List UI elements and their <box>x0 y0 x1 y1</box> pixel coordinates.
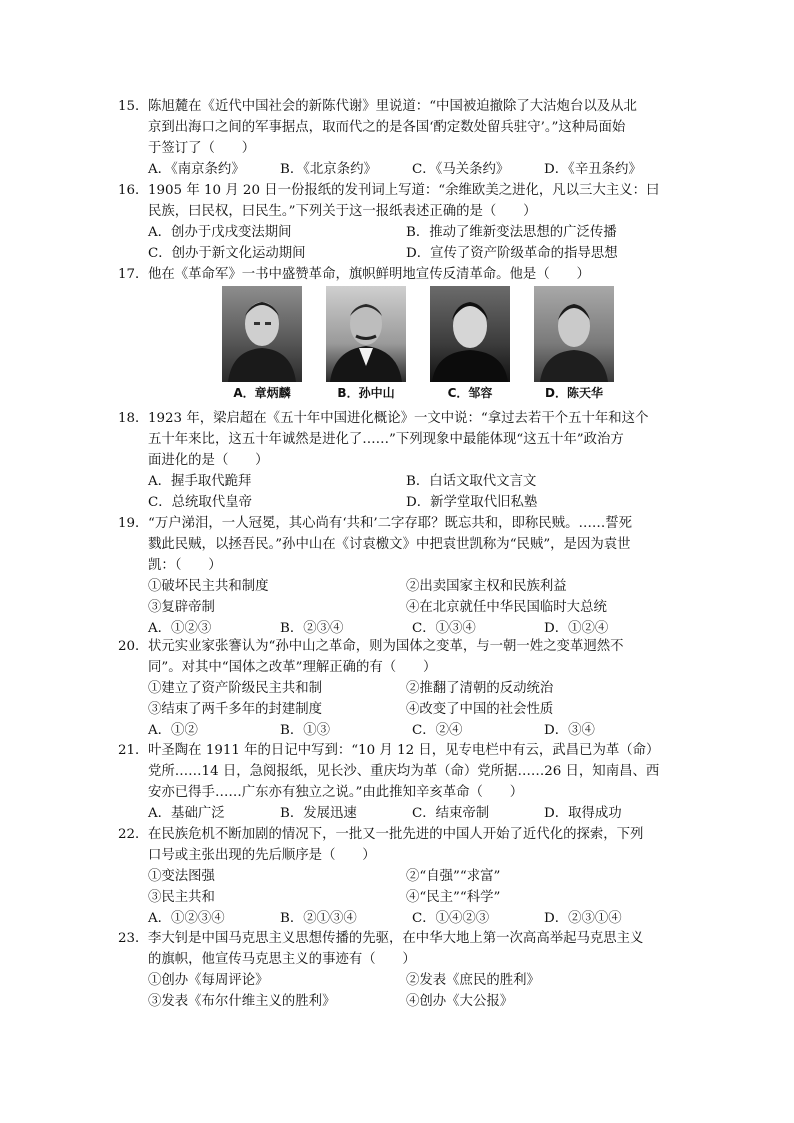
statement-item: ①破坏民主共和制度 <box>148 579 269 594</box>
question-stem-line: 同”。对其中“国体之改革”理解正确的有（ ） <box>148 660 437 675</box>
statement-item: ④创办《大公报》 <box>406 994 514 1009</box>
answer-options <box>118 222 678 243</box>
portrait-caption: C．邹容 <box>447 386 493 400</box>
question-number: 18． <box>118 411 149 426</box>
statement-item: ④“民主”“科学” <box>406 890 501 905</box>
question-17 <box>118 264 678 285</box>
question-22 <box>118 824 678 929</box>
answer-options <box>118 243 678 264</box>
option-a[interactable]: A．①② <box>148 723 198 738</box>
question-number: 19． <box>118 516 149 531</box>
option-c[interactable]: C．《马关条约》 <box>412 162 510 177</box>
question-stem-line: 安亦已得手……广东亦有独立之说。”由此推知辛亥革命（ ） <box>148 785 524 800</box>
question-number: 23． <box>118 931 149 946</box>
option-c[interactable]: C．总统取代皇帝 <box>148 495 252 510</box>
answer-options <box>118 471 678 492</box>
portrait-photo <box>326 286 406 382</box>
question-stem-line: 他在《革命军》一书中盛赞革命，旗帜鲜明地宣传反清革命。他是（ ） <box>148 267 590 282</box>
answer-options <box>118 159 678 180</box>
statement-items <box>118 678 678 699</box>
option-c[interactable]: C．①④②③ <box>412 911 490 926</box>
option-d[interactable]: D．取得成功 <box>544 806 622 821</box>
portrait-option-b[interactable] <box>326 286 406 401</box>
statement-item: ③发表《布尔什维主义的胜利》 <box>148 994 336 1009</box>
statement-item: ①变法图强 <box>148 869 215 884</box>
question-stem-line: 于签订了（ ） <box>148 141 256 156</box>
question-number: 20． <box>118 639 149 654</box>
statement-item: ①创办《每周评论》 <box>148 973 269 988</box>
question-stem-line: 五十年来比，这五十年诚然是进化了……”下列现象中最能体现“这五十年”政治方 <box>148 432 624 447</box>
question-number: 21． <box>118 743 149 758</box>
question-stem-line: 面进化的是（ ） <box>148 453 269 468</box>
question-stem-line: 戮此民贼，以拯吾民。”孙中山在《讨袁檄文》中把袁世凯称为“民贼”，是因为袁世 <box>148 537 631 552</box>
statement-items <box>118 887 678 908</box>
option-c[interactable]: C．结束帝制 <box>412 806 490 821</box>
option-a[interactable]: A．①②③④ <box>148 911 225 926</box>
option-b[interactable]: B．发展迅速 <box>280 806 357 821</box>
portrait-caption: B．孙中山 <box>337 386 395 400</box>
statement-items <box>118 597 678 618</box>
statement-item: ②推翻了清朝的反动统治 <box>406 681 554 696</box>
option-d[interactable]: D．新学堂取代旧私塾 <box>406 495 538 510</box>
question-23 <box>118 928 678 1012</box>
portrait-photo <box>222 286 302 382</box>
answer-options <box>118 492 678 513</box>
option-b[interactable]: B．白话文取代文言文 <box>406 474 537 489</box>
option-a[interactable]: A．基础广泛 <box>148 806 225 821</box>
question-stem-line: 李大钊是中国马克思主义思想传播的先驱，在中华大地上第一次高高举起马克思主义 <box>148 931 644 946</box>
question-19 <box>118 513 678 639</box>
question-stem-line: 京到出海口之间的军事据点，取而代之的是各国‘酌定数处留兵驻守’。”这种局面始 <box>148 120 626 135</box>
question-stem-line: 1923 年，梁启超在《五十年中国进化概论》一文中说：“拿过去若干个五十年和这个 <box>148 411 649 426</box>
option-a[interactable]: A．创办于戊戌变法期间 <box>148 225 292 240</box>
option-b[interactable]: B．《北京条约》 <box>280 162 377 177</box>
portrait-options <box>222 286 614 401</box>
statement-items <box>118 699 678 720</box>
portrait-photo <box>534 286 614 382</box>
question-number: 17． <box>118 267 149 282</box>
statement-item: ②发表《庶民的胜利》 <box>406 973 540 988</box>
option-a[interactable]: A．①②③ <box>148 621 212 636</box>
statement-item: ②出卖国家主权和民族利益 <box>406 579 567 594</box>
option-b[interactable]: B．①③ <box>280 723 331 738</box>
option-c[interactable]: C．创办于新文化运动期间 <box>148 246 306 261</box>
portrait-photo <box>430 286 510 382</box>
option-d[interactable]: D．②③①④ <box>544 911 622 926</box>
option-a[interactable]: A．握手取代跪拜 <box>148 474 252 489</box>
question-number: 16． <box>118 183 149 198</box>
question-15 <box>118 96 678 180</box>
question-stem-line: 陈旭麓在《近代中国社会的新陈代谢》里说道：“中国被迫撤除了大沽炮台以及从北 <box>148 99 637 114</box>
portrait-option-d[interactable] <box>534 286 614 401</box>
question-stem-line: 在民族危机不断加剧的情况下，一批又一批先进的中国人开始了近代化的探索，下列 <box>148 827 644 842</box>
answer-options <box>118 803 678 824</box>
statement-items <box>118 866 678 887</box>
statement-item: ③民主共和 <box>148 890 215 905</box>
option-b[interactable]: B．②③④ <box>280 621 344 636</box>
question-stem-line: 叶圣陶在 1911 年的日记中写到：“10 月 12 日，见专电栏中有云，武昌已为革（命） <box>148 743 660 758</box>
option-d[interactable]: D．宣传了资产阶级革命的指导思想 <box>406 246 618 261</box>
statement-item: ④改变了中国的社会性质 <box>406 702 554 717</box>
option-b[interactable]: B．推动了维新变法思想的广泛传播 <box>406 225 617 240</box>
question-stem-line: 状元实业家张謇认为“孙中山之革命，则为国体之变革，与一朝一姓之变革迥然不 <box>148 639 624 654</box>
question-stem-line: 1905 年 10 月 20 日一份报纸的发刊词上写道：“余维欧美之进化，凡以三大主义：曰 <box>148 183 660 198</box>
question-number: 15． <box>118 99 149 114</box>
statement-items <box>118 970 678 991</box>
question-stem-line: 凯：（ ） <box>148 558 222 573</box>
question-stem-line: 民族，曰民权，曰民生。”下列关于这一报纸表述正确的是（ ） <box>148 204 537 219</box>
portrait-caption: A．章炳麟 <box>233 386 291 400</box>
option-d[interactable]: D．①②④ <box>544 621 609 636</box>
statement-item: ①建立了资产阶级民主共和制 <box>148 681 323 696</box>
portrait-option-c[interactable] <box>430 286 510 401</box>
question-16 <box>118 180 678 264</box>
question-stem-line: 党所……14 日，急阅报纸，见长沙、重庆均为革（命）党所据……26 日，知南昌、西 <box>148 764 660 779</box>
question-18 <box>118 408 678 513</box>
statement-items <box>118 576 678 597</box>
question-stem-line: 口号或主张出现的先后顺序是（ ） <box>148 848 376 863</box>
option-a[interactable]: A．《南京条约》 <box>148 162 245 177</box>
option-d[interactable]: D．《辛丑条约》 <box>544 162 642 177</box>
statement-item: ④在北京就任中华民国临时大总统 <box>406 600 607 615</box>
question-stem-line: 的旗帜，他宣传马克思主义的事迹有（ ） <box>148 952 416 967</box>
option-b[interactable]: B．②①③④ <box>280 911 357 926</box>
answer-options <box>118 908 678 929</box>
statement-items <box>118 991 678 1012</box>
question-20 <box>118 636 678 741</box>
option-d[interactable]: D．③④ <box>544 723 595 738</box>
statement-item: ③结束了两千多年的封建制度 <box>148 702 323 717</box>
portrait-caption: D．陈天华 <box>545 386 603 400</box>
option-c[interactable]: C．②④ <box>412 723 463 738</box>
statement-item: ③复辟帝制 <box>148 600 215 615</box>
portrait-option-a[interactable] <box>222 286 302 401</box>
question-stem-line: “万户涕泪，一人冠冕，其心尚有‘共和’二字存耶？既忘共和，即称民贼。……誓死 <box>148 516 633 531</box>
statement-item: ②“自强”“求富” <box>406 869 501 884</box>
option-c[interactable]: C．①③④ <box>412 621 476 636</box>
question-21 <box>118 740 678 824</box>
question-number: 22． <box>118 827 149 842</box>
answer-options <box>118 720 678 741</box>
